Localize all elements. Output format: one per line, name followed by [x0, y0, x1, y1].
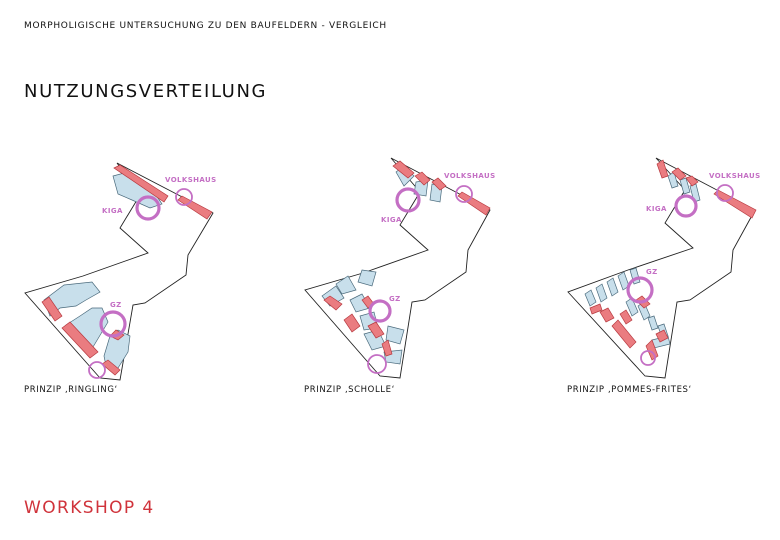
commercial-block	[714, 190, 756, 218]
volkshaus-label: VOLKSHAUS	[165, 176, 217, 184]
kiga-marker	[397, 189, 419, 211]
public-use-marker	[368, 355, 386, 373]
gz-label: GZ	[646, 268, 658, 276]
volkshaus-label: VOLKSHAUS	[444, 172, 496, 180]
kiga-label: KIGA	[102, 207, 123, 215]
residential-block	[596, 284, 607, 302]
gz-marker	[370, 301, 390, 321]
caption-ringling: PRINZIP ‚RINGLING‘	[24, 385, 118, 395]
plan-ringling	[25, 163, 217, 380]
caption-scholle: PRINZIP ‚SCHOLLE‘	[304, 385, 395, 395]
site-outline	[305, 158, 490, 378]
kiga-label: KIGA	[646, 205, 667, 213]
commercial-block	[344, 314, 360, 332]
commercial-block	[178, 196, 212, 219]
residential-block	[648, 316, 658, 330]
kiga-label: KIGA	[381, 216, 402, 224]
plan-pommes-frites	[568, 158, 761, 378]
residential-block	[585, 290, 596, 306]
residential-block	[607, 278, 618, 296]
kiga-marker	[676, 196, 696, 216]
residential-block	[358, 270, 376, 286]
gz-label: GZ	[110, 301, 122, 309]
page-subtitle: MORPHOLIGISCHE UNTERSUCHUNG ZU DEN BAUFELDERN - VERGLEICH	[24, 21, 387, 31]
gz-label: GZ	[389, 295, 401, 303]
volkshaus-label: VOLKSHAUS	[709, 172, 761, 180]
plan-scholle	[305, 158, 496, 378]
caption-pommes-frites: PRINZIP ‚POMMES-FRITES‘	[567, 385, 692, 395]
public-use-marker	[89, 362, 105, 378]
page-title: NUTZUNGSVERTEILUNG	[24, 81, 268, 102]
commercial-block	[458, 192, 490, 215]
workshop-label: WORKSHOP 4	[24, 498, 155, 518]
